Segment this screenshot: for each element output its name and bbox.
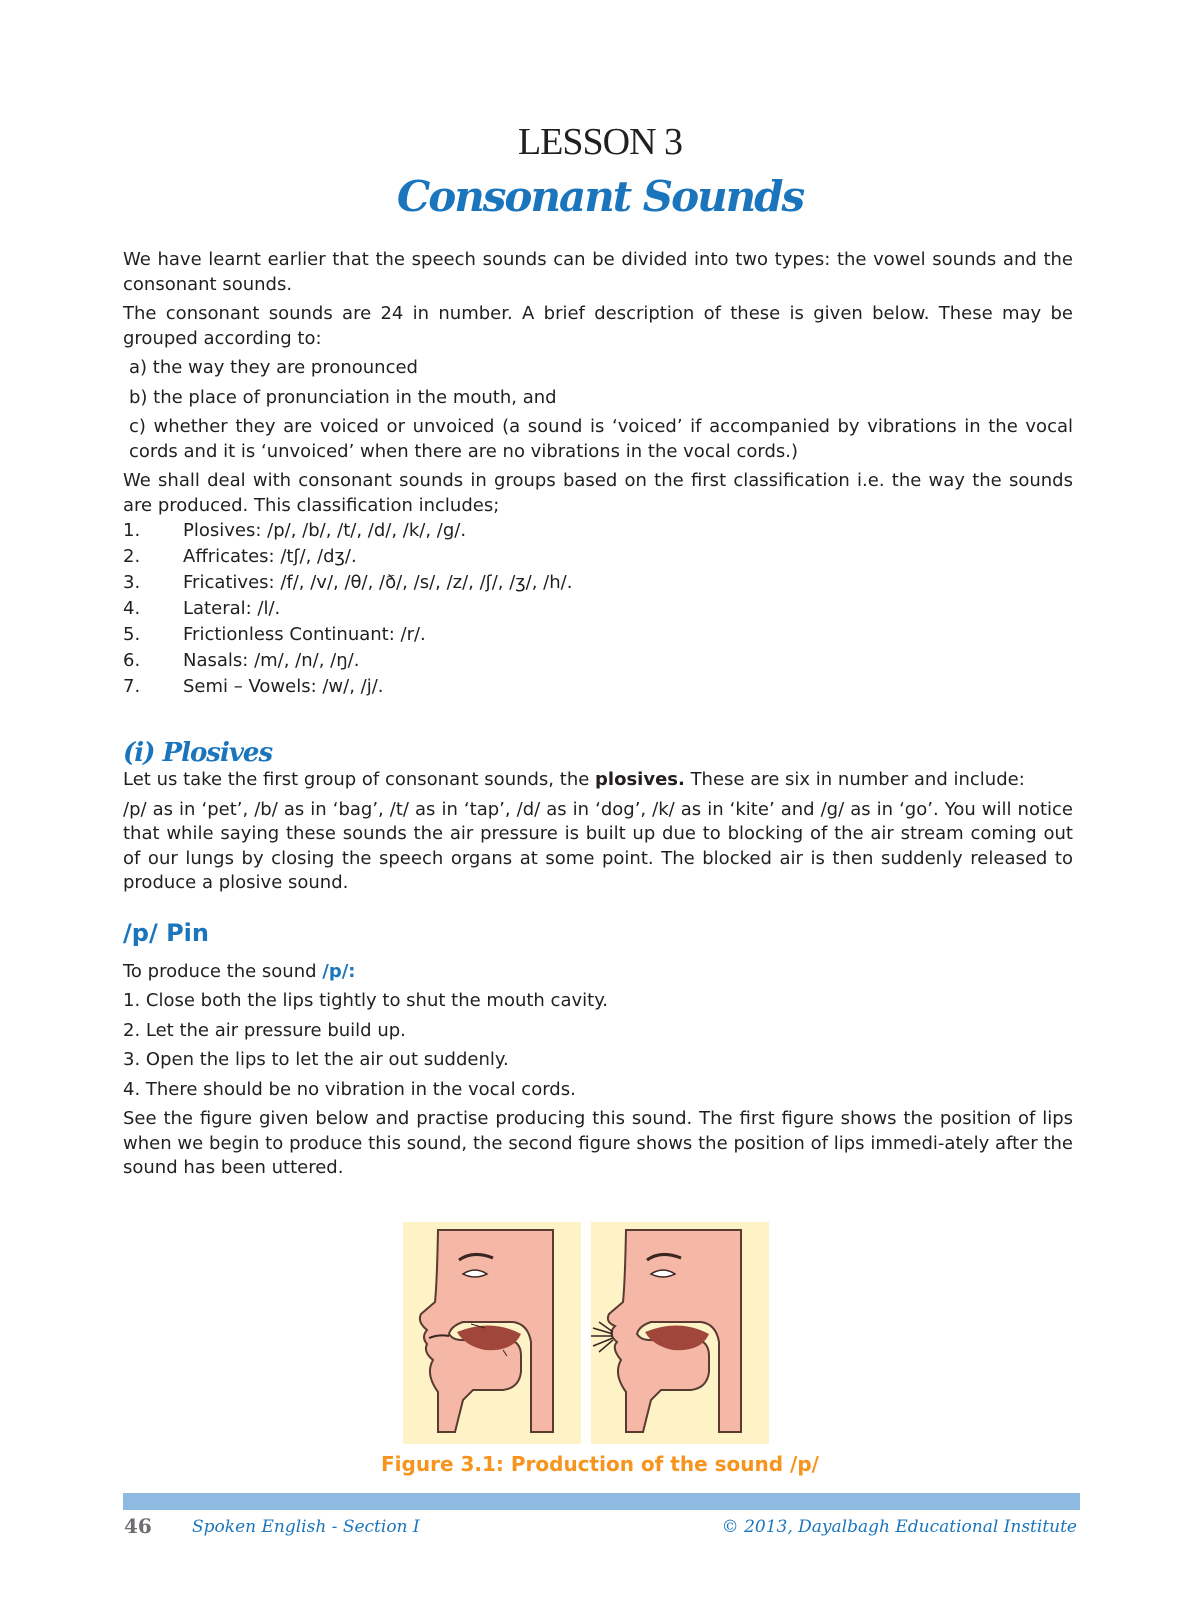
- list-number: 1.: [123, 520, 141, 541]
- plosives-heading: (i) Plosives: [123, 738, 273, 768]
- list-item: [123, 596, 1073, 622]
- plosives-bold: plosives.: [595, 769, 685, 790]
- pin-sound: /p/:: [322, 960, 356, 982]
- list-text: Plosives: /p/, /b/, /t/, /d/, /k/, /g/.: [183, 520, 467, 541]
- plosives-text: These are six in number and include:: [684, 769, 1025, 790]
- list-number: 5.: [123, 624, 141, 645]
- head-profile-open-illustration: [591, 1222, 769, 1444]
- pin-note: See the figure given below and practise producing this sound. The first figure shows the position of lips when we begin to produce this sound, the second figure shows the position of lips immedi-ately after the sound has been uttered.: [123, 1108, 1073, 1178]
- list-number: 3.: [123, 572, 141, 593]
- pin-step: 3. Open the lips to let the air out suddenly.: [123, 1049, 509, 1070]
- list-item: [123, 570, 1073, 596]
- list-text: Frictionless Continuant: /r/.: [183, 624, 426, 645]
- list-text: Nasals: /m/, /n/, /ŋ/.: [183, 650, 360, 671]
- footer-copyright: © 2013, Dayalbagh Educational Institute: [721, 1517, 1077, 1537]
- group-a: a) the way they are pronounced: [129, 357, 418, 378]
- pin-step: 1. Close both the lips tightly to shut the mouth cavity.: [123, 990, 609, 1011]
- head-profile-closed-illustration: [403, 1222, 581, 1444]
- list-text: Affricates: /tʃ/, /dʒ/.: [183, 546, 357, 567]
- body-text: [123, 248, 1073, 1181]
- group-c: c) whether they are voiced or unvoiced (a sound is ‘voiced’ if accompanied by vibrations in the vocal cords and it is ‘unvoiced’ when there are no vibrations in the vocal cords.): [129, 416, 1073, 462]
- pin-step: 2. Let the air pressure build up.: [123, 1019, 406, 1041]
- lesson-title: Consonant Sounds: [396, 172, 804, 221]
- intro-paragraph-3: We shall deal with consonant sounds in groups based on the first classification i.e. the way the sounds are produced. This classification includes;: [123, 470, 1073, 516]
- footer-book-title: Spoken English - Section I: [192, 1517, 420, 1537]
- footer-bar: [123, 1493, 1080, 1510]
- list-item: [123, 518, 1073, 544]
- list-number: 7.: [123, 676, 141, 697]
- plosives-paragraph-1: [123, 768, 1073, 793]
- list-number: 4.: [123, 598, 141, 619]
- lesson-number: LESSON 3: [517, 121, 683, 163]
- figure-panel-closed-lips: [403, 1222, 581, 1444]
- list-text: Fricatives: /f/, /v/, /θ/, /ð/, /s/, /z/, /ʃ/, /ʒ/, /h/.: [183, 572, 573, 593]
- list-number: 2.: [123, 546, 141, 567]
- figure-panel-open-lips: [591, 1222, 769, 1444]
- list-item: [123, 674, 1073, 700]
- list-item: [123, 622, 1073, 648]
- intro-paragraph-1: We have learnt earlier that the speech sounds can be divided into two types: the vowel sounds and the consonant sounds.: [123, 249, 1073, 295]
- intro-paragraph-2: The consonant sounds are 24 in number. A brief description of these is given below. These may be grouped according to:: [123, 303, 1073, 349]
- classification-list: [123, 518, 1073, 700]
- list-text: Semi – Vowels: /w/, /j/.: [183, 676, 384, 697]
- list-item: [123, 648, 1073, 674]
- pin-step: 4. There should be no vibration in the vocal cords.: [123, 1078, 576, 1100]
- list-item: [123, 544, 1073, 570]
- pin-heading: /p/ Pin: [123, 918, 209, 947]
- list-number: 6.: [123, 650, 141, 671]
- figure-lips: [403, 1222, 775, 1444]
- plosives-text: Let us take the first group of consonant sounds, the: [123, 769, 596, 790]
- group-b: b) the place of pronunciation in the mouth, and: [129, 386, 557, 408]
- figure-caption: Figure 3.1: Production of the sound /p/: [381, 1452, 819, 1476]
- pin-instruction-text: To produce the sound: [123, 960, 323, 982]
- page-number: 46: [124, 1514, 152, 1538]
- plosives-paragraph-2: /p/ as in ‘pet’, /b/ as in ‘bag’, /t/ as in ‘tap’, /d/ as in ‘dog’, /k/ as in ‘kite’ and /g/ as in ‘go’. You will notice that while saying these sounds the air pressure is built up due to blocking of the air stream coming out of our lungs by closing the speech organs at some point. The blocked air is then suddenly released to produce a plosive sound.: [123, 798, 1073, 893]
- pin-instruction: [123, 960, 1073, 985]
- list-text: Lateral: /l/.: [183, 598, 281, 619]
